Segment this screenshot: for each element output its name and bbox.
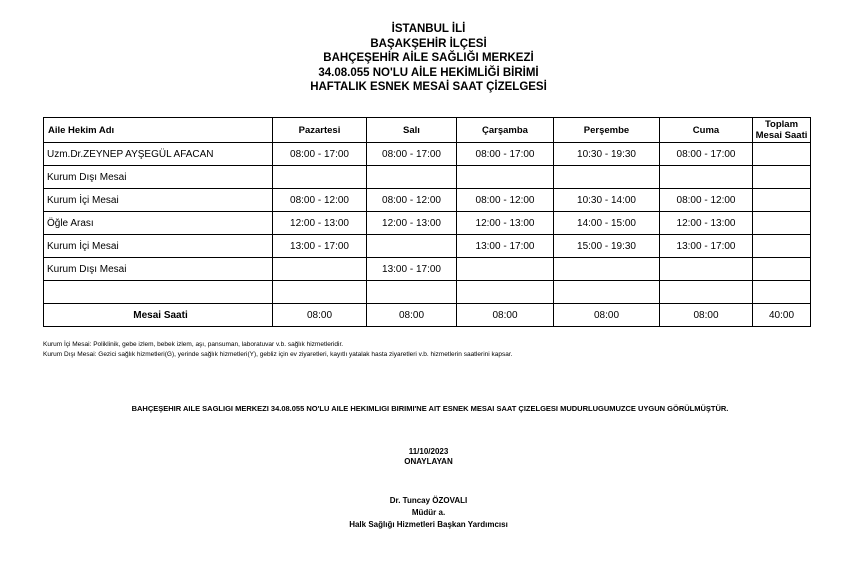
schedule-table [43, 117, 811, 327]
col-header-total: Toplam Mesai Saati [753, 118, 811, 143]
time-cell: 08:00 - 17:00 [367, 143, 457, 166]
time-cell [753, 143, 811, 166]
time-cell: 08:00 - 12:00 [457, 189, 554, 212]
time-cell [753, 258, 811, 281]
approver-label: ONAYLAYAN [404, 457, 453, 466]
time-cell [457, 258, 554, 281]
time-cell [367, 281, 457, 304]
table-row [44, 235, 811, 258]
notes [43, 340, 512, 360]
time-cell: 10:30 - 14:00 [554, 189, 660, 212]
time-cell [554, 166, 660, 189]
time-cell: 12:00 - 13:00 [273, 212, 367, 235]
time-cell: 12:00 - 13:00 [660, 212, 753, 235]
total-hours-cell: 08:00 [273, 304, 367, 327]
signer-name: Dr. Tuncay ÖZOVALI [389, 496, 468, 505]
col-header-wednesday: Çarşamba [457, 118, 554, 143]
table-row [44, 258, 811, 281]
table-header-row [44, 118, 811, 143]
time-cell [753, 235, 811, 258]
table-row [44, 166, 811, 189]
time-cell: 14:00 - 15:00 [554, 212, 660, 235]
total-hours-cell: 40:00 [753, 304, 811, 327]
approval-block [0, 447, 857, 467]
time-cell: 08:00 - 17:00 [660, 143, 753, 166]
table-row [44, 143, 811, 166]
time-cell: 08:00 - 12:00 [273, 189, 367, 212]
approval-statement: BAHÇEŞEHIR AILE SAGLIGI MERKEZI 34.08.055 NO'LU AILE HEKIMLIGI BIRIMI'NE AIT ESNEK MESAI SAAT ÇIZELGESI MUDURLUGUMUZCE UYGUN GÖRÜLMÜŞTÜR. [131, 404, 729, 413]
time-cell [367, 166, 457, 189]
time-cell [554, 281, 660, 304]
col-header-friday: Cuma [660, 118, 753, 143]
col-header-physician: Aile Hekim Adı [44, 118, 273, 143]
time-cell: 13:00 - 17:00 [660, 235, 753, 258]
time-cell [753, 166, 811, 189]
signer-title: Halk Sağlığı Hizmetleri Başkan Yardımcısı [349, 520, 508, 529]
time-cell [367, 235, 457, 258]
row-label-cell: Kurum İçi Mesai [44, 235, 273, 258]
header-unit: 34.08.055 NO'LU AİLE HEKİMLİĞİ BİRİMİ [318, 66, 539, 79]
row-label-cell: Kurum Dışı Mesai [44, 166, 273, 189]
total-label-cell: Mesai Saati [44, 304, 273, 327]
total-hours-cell: 08:00 [367, 304, 457, 327]
table-row [44, 212, 811, 235]
time-cell: 13:00 - 17:00 [367, 258, 457, 281]
row-label-cell: Kurum İçi Mesai [44, 189, 273, 212]
time-cell: 13:00 - 17:00 [457, 235, 554, 258]
time-cell: 12:00 - 13:00 [457, 212, 554, 235]
header-center: BAHÇEŞEHİR AİLE SAĞLIĞI MERKEZİ [323, 52, 534, 64]
time-cell: 10:30 - 19:30 [554, 143, 660, 166]
time-cell: 13:00 - 17:00 [273, 235, 367, 258]
signer-role: Müdür a. [411, 508, 446, 517]
time-cell [273, 281, 367, 304]
note-internal: Kurum İçi Mesai: Poliklinik, gebe izlem, bebek izlem, aşı, pansuman, laboratuvar v.b. sağlık hizmetleridir. [43, 341, 344, 348]
time-cell: 15:00 - 19:30 [554, 235, 660, 258]
table-row [44, 281, 811, 304]
time-cell [273, 166, 367, 189]
row-label-cell: Uzm.Dr.ZEYNEP AYŞEGÜL AFACAN [44, 143, 273, 166]
time-cell: 08:00 - 17:00 [273, 143, 367, 166]
time-cell [753, 212, 811, 235]
time-cell [753, 189, 811, 212]
note-external: Kurum Dışı Mesai: Gezici sağlık hizmetleri(G), yerinde sağlık hizmetleri(Y), gebliz için ev ziyaretleri, kayıtlı yatalak hasta ziyaretleri v.b. hizmetlerin saatlerini kapsar. [43, 351, 513, 358]
col-header-tuesday: Salı [367, 118, 457, 143]
time-cell: 08:00 - 17:00 [457, 143, 554, 166]
time-cell [457, 281, 554, 304]
document-header [0, 22, 857, 95]
approval-date: 11/10/2023 [408, 447, 449, 456]
time-cell: 08:00 - 12:00 [660, 189, 753, 212]
total-row [44, 304, 811, 327]
total-hours-cell: 08:00 [457, 304, 554, 327]
time-cell [660, 281, 753, 304]
total-hours-cell: 08:00 [554, 304, 660, 327]
time-cell [660, 258, 753, 281]
row-label-cell [44, 281, 273, 304]
time-cell: 12:00 - 13:00 [367, 212, 457, 235]
col-header-monday: Pazartesi [273, 118, 367, 143]
row-label-cell: Kurum Dışı Mesai [44, 258, 273, 281]
time-cell [273, 258, 367, 281]
signature-block [0, 495, 857, 531]
header-district: BAŞAKŞEHİR İLÇESİ [370, 37, 487, 50]
row-label-cell: Öğle Arası [44, 212, 273, 235]
col-header-thursday: Perşembe [554, 118, 660, 143]
time-cell [753, 281, 811, 304]
header-title: HAFTALIK ESNEK MESAİ SAAT ÇİZELGESİ [310, 81, 547, 93]
time-cell: 08:00 - 12:00 [367, 189, 457, 212]
total-hours-cell: 08:00 [660, 304, 753, 327]
table-row [44, 189, 811, 212]
time-cell [660, 166, 753, 189]
time-cell [554, 258, 660, 281]
time-cell [457, 166, 554, 189]
header-province: İSTANBUL İLİ [391, 23, 466, 35]
